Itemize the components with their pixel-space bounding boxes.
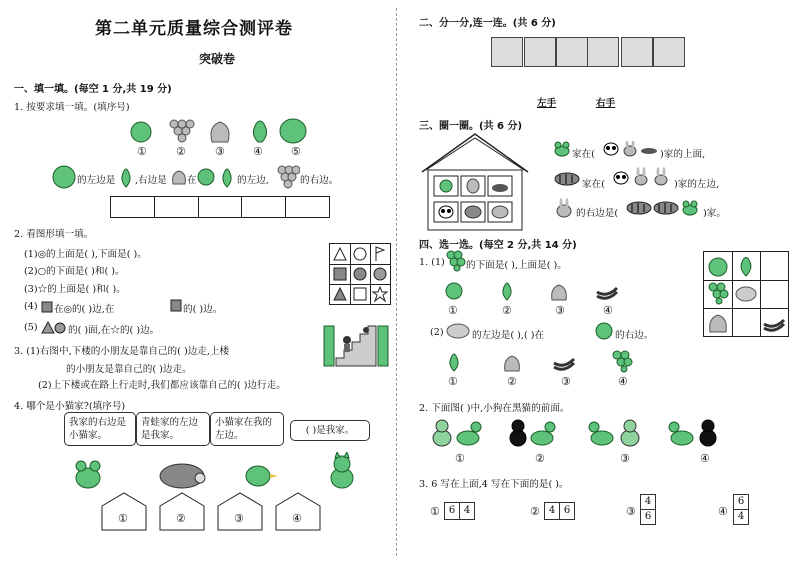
sec4-q3-opt4-a: 6: [733, 494, 749, 510]
peach-icon: [170, 168, 188, 186]
right-hand-label: 右手: [596, 98, 616, 109]
sec4-q3-opt4-no: ④: [718, 505, 728, 518]
q3-line-2: 的小朋友是靠自己的( )边走。: [66, 364, 192, 375]
banana-icon: [764, 320, 784, 330]
grape-icon: [276, 164, 300, 190]
dog-icon: [589, 422, 613, 445]
sec4-q3-opt3-no: ③: [626, 505, 636, 518]
speech-bubble-frog: 我家的右边是小猫家。: [64, 412, 136, 446]
fruit-label-5: ⑤: [291, 145, 301, 158]
sec4-q3-opt3-b: 6: [640, 509, 656, 525]
fruit-label-4: ④: [253, 145, 263, 158]
q2-line-5a: (5): [24, 322, 38, 333]
stairs-illustration: [322, 320, 392, 368]
sec4-q1-options: [444, 278, 634, 302]
sec4-q1-2-label-3: ③: [561, 375, 571, 388]
mango-icon: [736, 287, 756, 301]
dog-icon: [669, 422, 693, 445]
sec4-q3-opt2-b: 6: [559, 502, 575, 520]
triangle-circle-icon: [41, 321, 67, 334]
sec3-row2-a: 家在(: [582, 179, 605, 190]
peach-icon: [710, 315, 727, 332]
speech-bubble-hedgehog: 青蛙家的左边是我家。: [136, 412, 210, 446]
q1-sentence-b: ,右边是: [135, 175, 167, 186]
panda-rabbit-rabbit-icons: [613, 167, 673, 187]
grape-icon: [170, 120, 194, 142]
sec4-q1-2-a: (2): [430, 327, 444, 338]
dog-icon: [531, 422, 555, 445]
target-circle-icon: [374, 268, 386, 280]
tiger-tiger-frog-icons: [626, 196, 702, 218]
hand-gesture-5-icon[interactable]: [621, 37, 653, 67]
q1-text: 1. 按要求填一填。(填序号): [14, 102, 130, 113]
q2-line-1: (1)◎的上面是( ),下面是( )。: [24, 249, 147, 260]
apple-icon: [446, 283, 462, 299]
speech-bubble-bird: 小猫家在我的左边。: [210, 412, 284, 446]
sec4-q1-label-2: ②: [502, 304, 512, 317]
pear-icon: [219, 166, 235, 188]
q2-line-4a: (4): [24, 301, 38, 312]
hand-gesture-2-icon[interactable]: [524, 37, 556, 67]
sec4-q1-2-options: [444, 349, 644, 373]
hand-gesture-3-icon[interactable]: [556, 37, 588, 67]
house-label-1: ①: [118, 512, 128, 525]
sec4-q3-opt1-no: ①: [430, 505, 440, 518]
bird-icon: [246, 466, 278, 486]
sec3-row3-a: 的右边是(: [576, 208, 619, 219]
peach-icon: [505, 356, 520, 371]
banana-icon: [597, 288, 617, 298]
sec3-row3-b: )家。: [703, 208, 726, 219]
spotted-cat-icon: [621, 420, 639, 446]
fruit-grid: [703, 251, 789, 337]
section-3-heading: 三、圈一圈。(共 6 分): [419, 121, 523, 132]
q2-line-3: (3)☆的上面是( )和( )。: [24, 284, 126, 295]
filled-triangle-icon: [334, 288, 346, 300]
black-cat-icon: [700, 420, 716, 446]
q4-text: 4. 哪个是小猫家?(填序号): [14, 401, 126, 412]
apple-icon: [196, 166, 216, 186]
animal-row: [70, 452, 370, 492]
hatched-square-icon: [41, 301, 53, 313]
grape-icon: [613, 351, 632, 372]
sec4-q3-text: 3. 6 写在上面,4 写在下面的是( )。: [419, 479, 569, 490]
house-label-2: ②: [176, 512, 186, 525]
speech-bubble-cat: ( )是我家。: [290, 420, 370, 441]
sec4-q1-2-label-4: ④: [618, 375, 628, 388]
q3-line-3: (2)上下楼或在路上行走时,我们都应该靠自己的( )边行走。: [38, 380, 286, 391]
pear-icon: [503, 283, 511, 300]
q2-line-2: (2)○的下面是( )和( )。: [24, 266, 125, 277]
hedgehog-icon: [160, 464, 205, 488]
q1-sentence-e: 的右边。: [300, 175, 339, 186]
sec4-q3-opt1-a: 6: [444, 502, 460, 520]
spotted-cat-icon: [433, 420, 451, 446]
hand-gesture-4-icon[interactable]: [587, 37, 619, 67]
sec3-row2-b: )家的左边,: [674, 179, 720, 190]
pear-icon: [118, 166, 134, 188]
q2-line-4c: 的( )边。: [183, 304, 223, 315]
mango-icon: [446, 321, 470, 341]
sec4-q3-opt1-b: 4: [459, 502, 475, 520]
apple-icon: [131, 122, 151, 142]
dog-icon: [457, 422, 481, 445]
house-label-3: ③: [234, 512, 244, 525]
left-hand-label: 左手: [537, 98, 557, 109]
page-title: 第二单元质量综合测评卷: [95, 19, 293, 39]
page-divider: [396, 8, 397, 556]
sec3-row1-b: )家的上面,: [660, 149, 706, 160]
sec4-q3-opt2-no: ②: [530, 505, 540, 518]
sec4-q1-2-label-1: ①: [448, 375, 458, 388]
q1-sentence-c: 在: [187, 175, 197, 186]
sec4-q1-label-4: ④: [603, 304, 613, 317]
circle-icon: [354, 248, 366, 260]
page-subtitle: 突破卷: [199, 52, 236, 66]
q1-answer-boxes[interactable]: [110, 196, 330, 218]
apple-icon: [709, 258, 727, 276]
sec4-q1-a: 1. (1): [419, 257, 445, 268]
sec3-row1-a: 家在(: [572, 149, 595, 160]
square-icon: [354, 288, 366, 300]
section-4-heading: 四、选一选。(每空 2 分,共 14 分): [419, 240, 577, 251]
watermelon-icon: [52, 164, 76, 190]
pear-icon: [450, 354, 458, 371]
dog-cat-pairs: [430, 418, 730, 450]
panda-rabbit-mouse-icons: [603, 141, 659, 157]
hatched-square-icon: [334, 268, 346, 280]
q2-line-4b: 在◎的( )边,在: [54, 304, 115, 315]
triangle-icon: [334, 248, 346, 260]
sec4-q2-label-4: ④: [700, 452, 710, 465]
q3-line-1: 3. (1)右图中,下楼的小朋友是靠自己的( )边走,上楼: [14, 346, 230, 357]
fruit-row: [120, 114, 320, 146]
frog-icon: [554, 141, 570, 157]
pear-icon: [741, 258, 751, 277]
sec4-q2-label-1: ①: [455, 452, 465, 465]
sec4-q1-2-label-2: ②: [507, 375, 517, 388]
sec4-q2-label-3: ③: [620, 452, 630, 465]
q1-sentence-a: 的左边是: [77, 175, 116, 186]
q2-line-5b: 的( )面,在☆的( )边。: [68, 325, 160, 336]
section-2-heading: 二、分一分,连一连。(共 6 分): [419, 18, 556, 29]
sec4-q1-label-3: ③: [555, 304, 565, 317]
rabbit-icon: [554, 198, 574, 218]
pear-icon: [253, 121, 266, 142]
grape-icon: [709, 283, 728, 304]
frog-icon: [76, 461, 100, 488]
q2-text: 2. 看图形填一填。: [14, 229, 94, 240]
sec4-q3-opt3-a: 4: [640, 494, 656, 510]
filled-circle-icon: [354, 268, 366, 280]
cat-icon: [331, 452, 353, 488]
sec4-q1-label-1: ①: [448, 304, 458, 317]
fruit-label-3: ③: [215, 145, 225, 158]
sec4-q1-2-c: 的右边。: [615, 330, 654, 341]
sec4-q3-opt4-b: 4: [733, 509, 749, 525]
sec4-q1-2-b: 的左边是( ),( )在: [472, 330, 545, 341]
banana-icon: [554, 359, 574, 369]
q1-sentence-d: 的左边,: [237, 175, 269, 186]
hand-gesture-6-icon[interactable]: [653, 37, 685, 67]
sec4-q3-opt2-a: 4: [544, 502, 560, 520]
apartment-house: [420, 132, 530, 232]
grape-icon: [446, 250, 466, 272]
watermelon-icon: [280, 119, 306, 143]
peach-icon: [552, 285, 567, 300]
hand-gesture-1-icon[interactable]: [491, 37, 523, 67]
house-label-4: ④: [292, 512, 302, 525]
section-1-heading: 一、填一填。(每空 1 分,共 19 分): [14, 84, 172, 95]
sec4-q2-text: 2. 下面图( )中,小狗在黑猫的前面。: [419, 403, 570, 414]
apple-icon: [594, 320, 614, 340]
tiger-icon: [554, 169, 580, 187]
fruit-label-2: ②: [176, 145, 186, 158]
black-cat-icon: [510, 420, 526, 446]
flag-icon: [376, 247, 384, 261]
peach-icon: [211, 122, 229, 142]
fruit-label-1: ①: [137, 145, 147, 158]
star-icon: [373, 287, 387, 301]
sec4-q1-b: 的下面是( ),上面是( )。: [466, 260, 567, 271]
shape-grid: [329, 243, 391, 305]
hatched-square-icon: [170, 299, 182, 313]
sec4-q2-label-2: ②: [535, 452, 545, 465]
